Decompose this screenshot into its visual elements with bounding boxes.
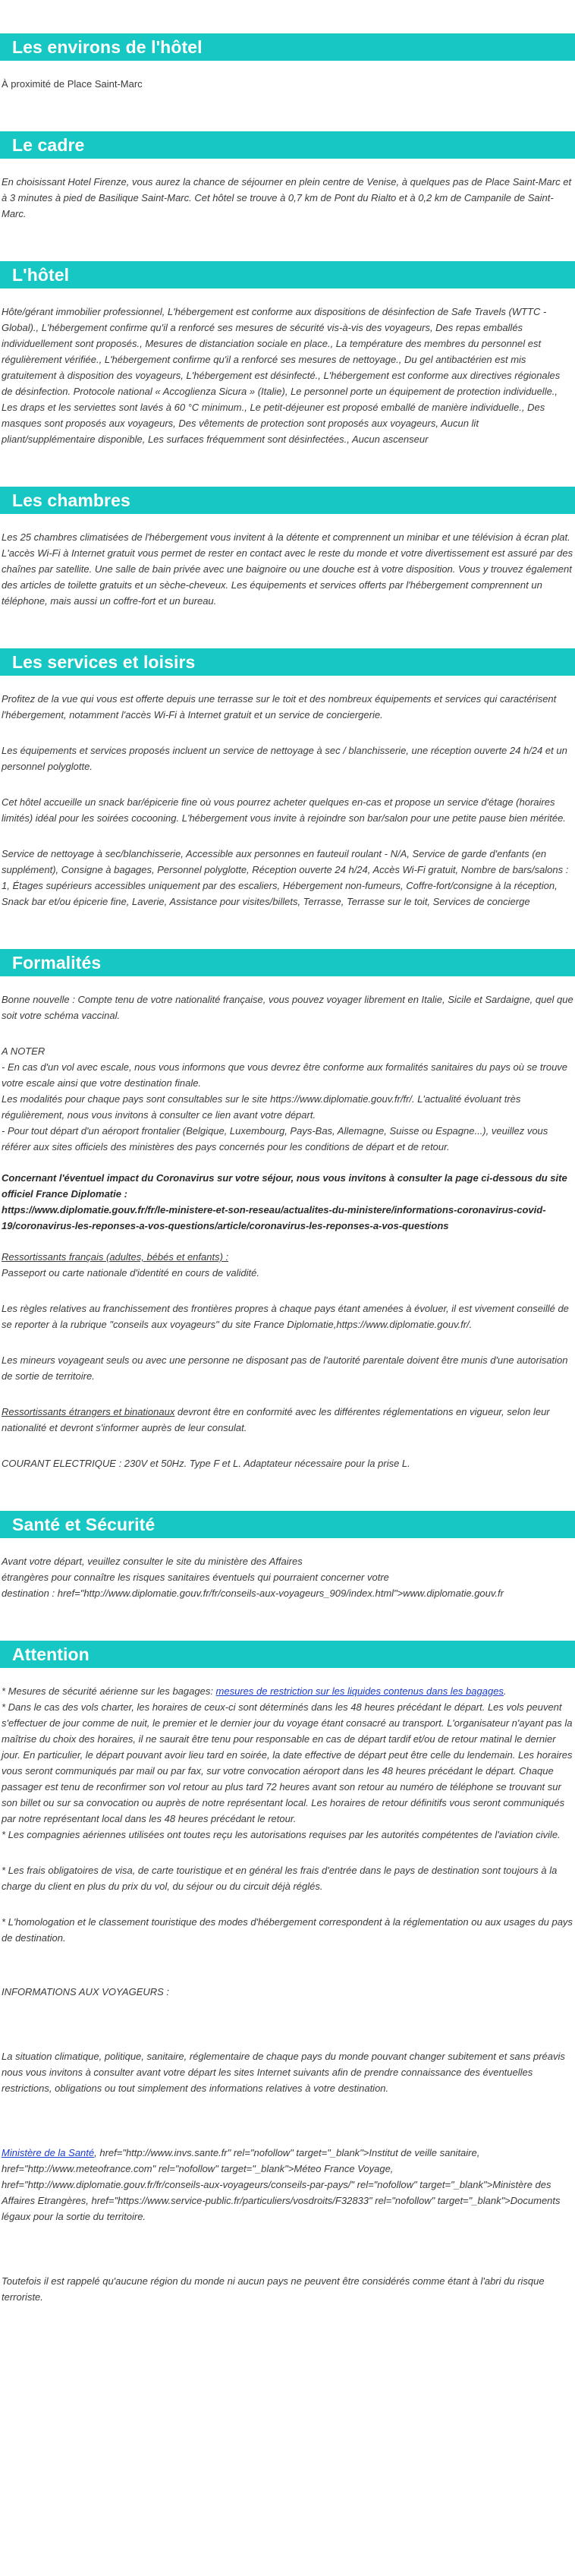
attention-frais: * Les frais obligatoires de visa, de carte touristique et en général les frais d'entrée dans le pays de destination sont toujours à la charge du client en plus du prix du vol, du séjour ou du circuit déjà réglés. (2, 1865, 558, 1892)
chambres-title: Les chambres (12, 490, 130, 510)
services-paragraph: Cet hôtel accueille un snack bar/épicerie fine où vous pourrez acheter quelques en-cas et propose un service d'étage (horaires limités) idéal pour les soirées cocooning. L'hébergement vous invite à rejoindre son bar/salon pour une petite pause bien méritée. (2, 796, 566, 824)
formalites-etrangers (0, 1404, 575, 1436)
services-paragraph: Service de nettoyage à sec/blanchisserie, Accessible aux personnes en fauteuil roulant - N/A, Service de garde d'enfants (en supplément), Consigne à bagages, Personnel polyglotte, Réception ouverte 24 h/24, Accès Wi-Fi gratuit, Nombre de bars/salons : 1, Étages supérieurs accessibles uniquement par des escaliers, Hébergement non-fumeurs, Coffre-fort/consigne à la réception, Snack bar et/ou épicerie fine, Laverie, Assistance pour visites/billets, Terrasse, Terrasse sur le toit, Services de concierge (2, 848, 569, 907)
ressortissants-fr-text: Passeport ou carte nationale d'identité en cours de validité. (2, 1267, 259, 1279)
hotel-banner (0, 261, 575, 288)
attention-banner (0, 1641, 575, 1668)
page (0, 33, 575, 2340)
cadre-banner (0, 131, 575, 159)
environs-banner (0, 33, 575, 61)
sante-title: Santé et Sécurité (12, 1514, 156, 1534)
environs-section (0, 33, 575, 92)
formalites-title: Formalités (12, 952, 102, 973)
attention-section (0, 1641, 575, 2305)
formalites-ressortissants-fr (0, 1249, 575, 1281)
environs-text: À proximité de Place Saint-Marc (2, 78, 143, 90)
attention-bagages (0, 1683, 575, 1843)
formalites-frontieres: Les règles relatives au franchissement des frontières propres à chaque pays étant amenées à évoluer, il est vivement conseillé de se reporter à la rubrique "conseils aux voyageurs" du site France Diplomatie,https://www.diplomatie.gouv.fr/. (2, 1303, 569, 1330)
hotel-text: Hôte/gérant immobilier professionnel, L'hébergement est conforme aux dispositions de désinfection de Safe Travels (WTTC - Global)., L'hébergement confirme qu'il a renforcé ses mesures de sécurité vis-à-vis des voyageurs, Des repas emballés individuellement sont proposés., Mesures de distanciation sociale en place., La température des membres du personnel est régulièrement vérifiée., L'hébergement confirme qu'il a renforcé ses mesures de nettoyage., Du gel antibactérien est mis gratuitement à disposition des voyageurs, L'hébergement est désinfecté., L'hébergement est conforme aux directives régionales de désinfection. Protocole national « Accoglienza Sicura » (Italie), Le personnel porte un équipement de protection individuelle., Les draps et les serviettes sont lavés à 60 °C minimum., Le petit-déjeuner est proposé emballé de manière individuelle., Des masques sont proposés aux voyageurs, Des vêtements de protection sont proposés aux voyageurs, Aucun lit pliant/supplémentaire disponible, Les surfaces fréquemment sont désinfectées., Aucun ascenseur (2, 306, 561, 445)
bagages-prefix: * Mesures de sécurité aérienne sur les bagages: (2, 1685, 216, 1697)
formalites-intro: Bonne nouvelle : Compte tenu de votre nationalité française, vous pouvez voyager librement en Italie, Sicile et Sardaigne, quel que soit votre schéma vaccinal. (2, 994, 573, 1021)
cadre-title: Le cadre (12, 134, 85, 155)
ministere-sante-link[interactable]: Ministère de la Santé (2, 2147, 95, 2158)
sante-section (0, 1511, 575, 1601)
cadre-text: En choisissant Hotel Firenze, vous aurez la chance de séjourner en plein centre de Venise, à quelques pas de Place Saint-Marc et à 3 minutes à pied de Basilique Saint-Marc. Cet hôtel se trouve à 0,7 km de Pont du Rialto et à 0,2 km de Campanile de Saint-Marc. (2, 176, 572, 219)
services-banner (0, 648, 575, 676)
attention-infos-label: INFORMATIONS AUX VOYAGEURS : (2, 1986, 170, 1997)
chambres-section (0, 487, 575, 609)
etrangers-text: devront être en conformité avec les différentes réglementations en vigueur, selon leur nationalité et devront s'informer auprès de leur consulat. (2, 1406, 550, 1433)
ressortissants-fr-label: Ressortissants français (adultes, bébés et enfants) : (2, 1251, 229, 1263)
attention-ministere (0, 2145, 575, 2224)
formalites-mineurs: Les mineurs voyageant seuls ou avec une personne ne disposant pas de l'autorité parentale doivent être munis d'une autorisation de sortie de territoire. (2, 1354, 568, 1382)
attention-situation: La situation climatique, politique, sanitaire, réglementaire de chaque pays du monde pouvant changer subitement et sans préavis nous vous invitons à consulter avant votre départ les sites Internet suivants afin de prendre connaissance des éventuelles restrictions, obligations ou tout simplement des informations relatives à votre destination. (2, 2051, 565, 2094)
chambres-banner (0, 487, 575, 514)
formalites-a-noter: A NOTER - En cas d'un vol avec escale, nous vous informons que vous devrez être conforme aux formalités sanitaires du pays où se trouve votre escale ainsi que votre destination finale. Les modalités pour chaque pays sont consultables sur le site https://www.diplomatie.gouv.fr/fr/. L'actualité évoluant très régulièrement, nous vous invitons à consulter ce lien avant votre départ. - Pour tout départ d'un aéroport frontalier (Belgique, Luxembourg, Pays-Bas, Allemagne, Suisse ou Espagne...), veuillez vous référer aux sites officiels des ministères des pays concernés pour les conditions de départ et de retour. (2, 1045, 568, 1152)
sante-banner (0, 1511, 575, 1538)
formalites-courant: COURANT ELECTRIQUE : 230V et 50Hz. Type F et L. Adaptateur nécessaire pour la prise L. (2, 1458, 410, 1469)
attention-terrorisme: Toutefois il est rappelé qu'aucune région du monde ni aucun pays ne peuvent être considérés comme étant à l'abri du risque terroriste. (2, 2275, 545, 2303)
bagages-suffix: . * Dans le cas des vols charter, les horaires de ceux-ci sont déterminés dans les 48 heures précédant le départ. Les vols peuvent s'effectuer de jour comme de nuit, le premier et le dernier jour du voyage étant consacré au transport. L'organisateur n'ayant pas la maîtrise du choix des horaires, il ne saurait être tenu pour responsable en cas de départ tardif et/ou de retour matinal le dernier jour. En particulier, le départ pouvant avoir lieu tard en soirée, la date effective de départ peut être celle du lendemain. Les horaires vous seront communiqués par mail ou par fax, sur votre convocation aéroport dans les 48 heures précédant le départ. Chaque passager est tenu de reconfirmer son vol retour au plus tard 72 heures avant son retour au numéro de téléphone se trouvant sur son billet ou sur sa convocation ou auprès de notre représentant local. Les horaires de retour définitifs vous seront communiqués par notre représentant local dans les 48 heures précédant le retour. * Les compagnies aériennes utilisées ont toutes reçu les autorisations requises par les autorités compétentes de l'aviation civile. (2, 1685, 573, 1840)
services-paragraph: Les équipements et services proposés incluent un service de nettoyage à sec / blanchisserie, une réception ouverte 24 h/24 et un personnel polyglotte. (2, 745, 567, 772)
chambres-text: Les 25 chambres climatisées de l'hébergement vous invitent à la détente et comprennent un minibar et une télévision à écran plat. L'accès Wi-Fi à Internet gratuit vous permet de rester en contact avec le reste du monde et votre divertissement est assuré par des chaînes par satellite. Une salle de bain privée avec une baignoire ou une douche est à votre disposition. Vous y trouvez également des articles de toilette gratuits et un sèche-cheveux. Les équipements et services offerts par l'hébergement comprennent un téléphone, mais aussi un coffre-fort et un bureau. (2, 531, 573, 607)
cadre-section (0, 131, 575, 222)
liquides-restriction-link[interactable]: mesures de restriction sur les liquides contenus dans les bagages (215, 1685, 504, 1697)
formalites-covid: Concernant l'éventuel impact du Coronavirus sur votre séjour, nous vous invitons à consulter la page ci-dessous du site officiel France Diplomatie : https://www.diplomatie.gouv.fr/fr/le-ministere-et-son-reseau/actualites-du-ministere/informations-coronavirus-covid-19/coronavirus-les-reponses-a-vos-questions/article/coronavirus-les-reponses-a-vos-questions (2, 1172, 567, 1231)
environs-title: Les environs de l'hôtel (12, 36, 203, 57)
formalites-section (0, 949, 575, 1471)
ministere-rest: , href="http://www.invs.sante.fr" rel="nofollow" target="_blank">Institut de veille sanitaire, href="http://www.meteofrance.com" rel="nofollow" target="_blank">Méteo France Voyage, href="http://www.diplomatie.gouv.fr/fr/conseils-aux-voyageurs/conseils-par-pays/" rel="nofollow" target="_blank">Ministère des Affaires Etrangères, href="https://www.service-public.fr/particuliers/vosdroits/F32833" rel="nofollow" target="_blank">Documents légaux pour la sortie du territoire. (2, 2147, 561, 2222)
hotel-section (0, 261, 575, 447)
hotel-title: L'hôtel (12, 264, 70, 285)
services-paragraph: Profitez de la vue qui vous est offerte depuis une terrasse sur le toit et des nombreux équipements et services qui caractérisent l'hébergement, notamment l'accès Wi-Fi à Internet gratuit et un service de conciergerie. (2, 693, 557, 720)
attention-homologation: * L'homologation et le classement touristique des modes d'hébergement correspondent à la réglementation ou aux usages du pays de destination. (2, 1916, 573, 1944)
formalites-banner (0, 949, 575, 976)
etrangers-label: Ressortissants étrangers et binationaux (2, 1406, 175, 1417)
sante-text: Avant votre départ, veuillez consulter le site du ministère des Affaires étrangères pour connaître les risques sanitaires éventuels qui pourraient concerner votre destination : href="http://www.diplomatie.gouv.fr/fr/conseils-aux-voyageurs_909/index.html">www.diplomatie.gouv.fr (2, 1556, 504, 1599)
services-title: Les services et loisirs (12, 651, 196, 672)
attention-title: Attention (12, 1644, 90, 1664)
services-section (0, 648, 575, 910)
